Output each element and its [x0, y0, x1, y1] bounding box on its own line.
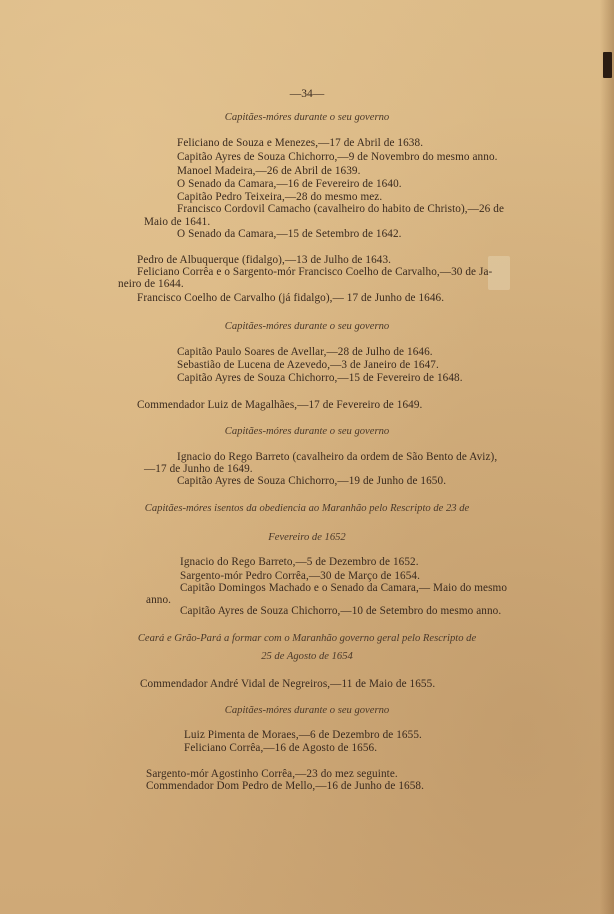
entry-line: Luiz Pimenta de Moraes,—6 de Dezembro de 1655.: [184, 729, 422, 741]
section-heading: Capitães-móres durante o seu governo: [224, 705, 390, 716]
entry-line: Sebastião de Lucena de Azevedo,—3 de Janeiro de 1647.: [177, 359, 439, 371]
entry-line: Commendador Luiz de Magalhães,—17 de Fevereiro de 1649.: [137, 399, 423, 411]
entry-line: Commendador André Vidal de Negreiros,—11 de Maio de 1655.: [140, 678, 436, 690]
entry-line: Feliciano Corrêa e o Sargento-mór Francisco Coelho de Carvalho,—30 de Ja-: [137, 266, 493, 278]
section-heading: Capitães-móres durante o seu governo: [224, 321, 390, 332]
entry-line: Capitão Ayres de Souza Chichorro,—9 de Novembro do mesmo anno.: [177, 151, 498, 163]
entry-line: Capitão Ayres de Souza Chichorro,—10 de Setembro do mesmo anno.: [180, 605, 502, 617]
entry-line: Ignacio do Rego Barreto (cavalheiro da ordem de São Bento de Aviz),: [177, 451, 498, 463]
section-heading: Capitães-móres durante o seu governo: [224, 426, 390, 437]
page-number: —34—: [289, 88, 325, 100]
entry-line: Capitão Pedro Teixeira,—28 do mesmo mez.: [177, 191, 383, 203]
section-heading: Ceará e Grão-Pará a formar com o Maranhão governo geral pelo Rescripto de: [137, 633, 477, 644]
page-edge-shadow: [600, 0, 614, 914]
section-heading-cont: Fevereiro de 1652: [268, 532, 346, 543]
entry-line: Feliciano Corrêa,—16 de Agosto de 1656.: [184, 742, 378, 754]
entry-line: Capitão Ayres de Souza Chichorro,—19 de Junho de 1650.: [177, 475, 447, 487]
section-heading-cont: 25 de Agosto de 1654: [261, 651, 353, 662]
entry-line: Capitão Ayres de Souza Chichorro,—15 de Fevereiro de 1648.: [177, 372, 463, 384]
entry-line: —17 de Junho de 1649.: [144, 463, 253, 475]
entry-line: neiro de 1644.: [118, 278, 184, 290]
entry-line: O Senado da Camara,—15 de Setembro de 1642.: [177, 228, 402, 240]
section-heading: Capitães-móres durante o seu governo: [224, 112, 390, 123]
entry-line: O Senado da Camara,—16 de Fevereiro de 1640.: [177, 178, 402, 190]
entry-line: Capitão Domingos Machado e o Senado da Camara,— Maio do mesmo: [180, 582, 508, 594]
entry-line: Feliciano de Souza e Menezes,—17 de Abril de 1638.: [177, 137, 424, 149]
entry-line: Capitão Paulo Soares de Avellar,—28 de Julho de 1646.: [177, 346, 433, 358]
entry-line: Sargento-mór Pedro Corrêa,—30 de Março de 1654.: [180, 570, 420, 582]
entry-line: Commendador Dom Pedro de Mello,—16 de Junho de 1658.: [146, 780, 425, 792]
entry-line: Maio de 1641.: [144, 216, 211, 228]
entry-line: Manoel Madeira,—26 de Abril de 1639.: [177, 165, 361, 177]
entry-line: anno.: [146, 594, 172, 606]
binding-mark: [603, 52, 612, 78]
entry-line: Pedro de Albuquerque (fidalgo),—13 de Julho de 1643.: [137, 254, 392, 266]
entry-line: Sargento-mór Agostinho Corrêa,—23 do mez seguinte.: [146, 768, 398, 780]
entry-line: Francisco Coelho de Carvalho (já fidalgo),— 17 de Junho de 1646.: [137, 292, 445, 304]
entry-line: Francisco Cordovil Camacho (cavalheiro do habito de Christo),—26 de: [177, 203, 505, 215]
entry-line: Ignacio do Rego Barreto,—5 de Dezembro de 1652.: [180, 556, 419, 568]
section-heading: Capitães-móres isentos da obediencia ao Maranhão pelo Rescripto de 23 de: [144, 503, 470, 514]
